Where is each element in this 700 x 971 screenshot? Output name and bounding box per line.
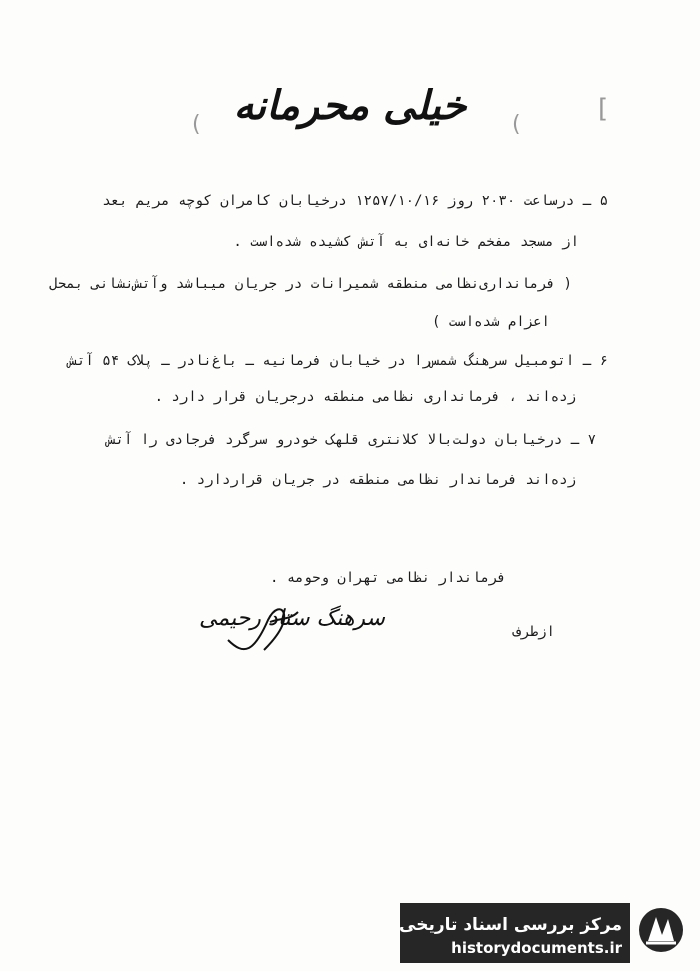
item-6-line-1: ۶ ـ اتومبیل سرهنگ شمس‌را در خیابان فرمانیه ـ باغ‌نادر ـ پلاک ۵۴ آتش xyxy=(68,353,608,369)
item-6-line-2: زده‌اند ، فرمانداری نظامی منطقه درجریان قرار دارد . xyxy=(154,389,576,405)
note-line-2: اعزام شده‌است ) xyxy=(431,314,550,330)
item-5-line-2: از مسجد مفخم خانه‌ای به آتش کشیده شده‌است . xyxy=(233,234,579,250)
item-7-line-1: ۷ ـ درخیابان دولت‌بالا کلانتری قلهک خودرو سرگرد فرجادی را آتش xyxy=(107,432,596,448)
handwritten-signature: سرهنگ ستاد رحیمی xyxy=(199,606,385,631)
archive-logo-icon xyxy=(636,905,686,955)
on-behalf-label: ازطرف xyxy=(512,624,555,640)
document-title: خیلی محرمانه xyxy=(233,82,467,129)
signature-flourish xyxy=(224,600,304,660)
item-7-line-2: زده‌اند فرماندار نظامی منطقه در جریان قراردارد . xyxy=(179,472,576,488)
corner-mark: [ xyxy=(598,94,609,124)
bracket-mark-right: ( xyxy=(512,112,521,137)
watermark-name: مرکز بررسی اسناد تاریخی xyxy=(399,915,622,935)
item-5-line-1: ۵ ـ درساعت ۲۰۳۰ روز ۱۲۵۷/۱۰/۱۶ درخیابان کامران کوچه مریم بعد xyxy=(102,193,608,209)
note-line-1: ( فرمانداری‌نظامی منطقه شمیرانات در جریان میباشد وآتش‌نشانی بمحل xyxy=(49,276,572,292)
watermark-url: historydocuments.ir xyxy=(451,939,622,957)
bracket-mark-left: ( xyxy=(192,112,201,137)
closing-authority: فرماندار نظامی تهران وحومه . xyxy=(269,570,506,586)
